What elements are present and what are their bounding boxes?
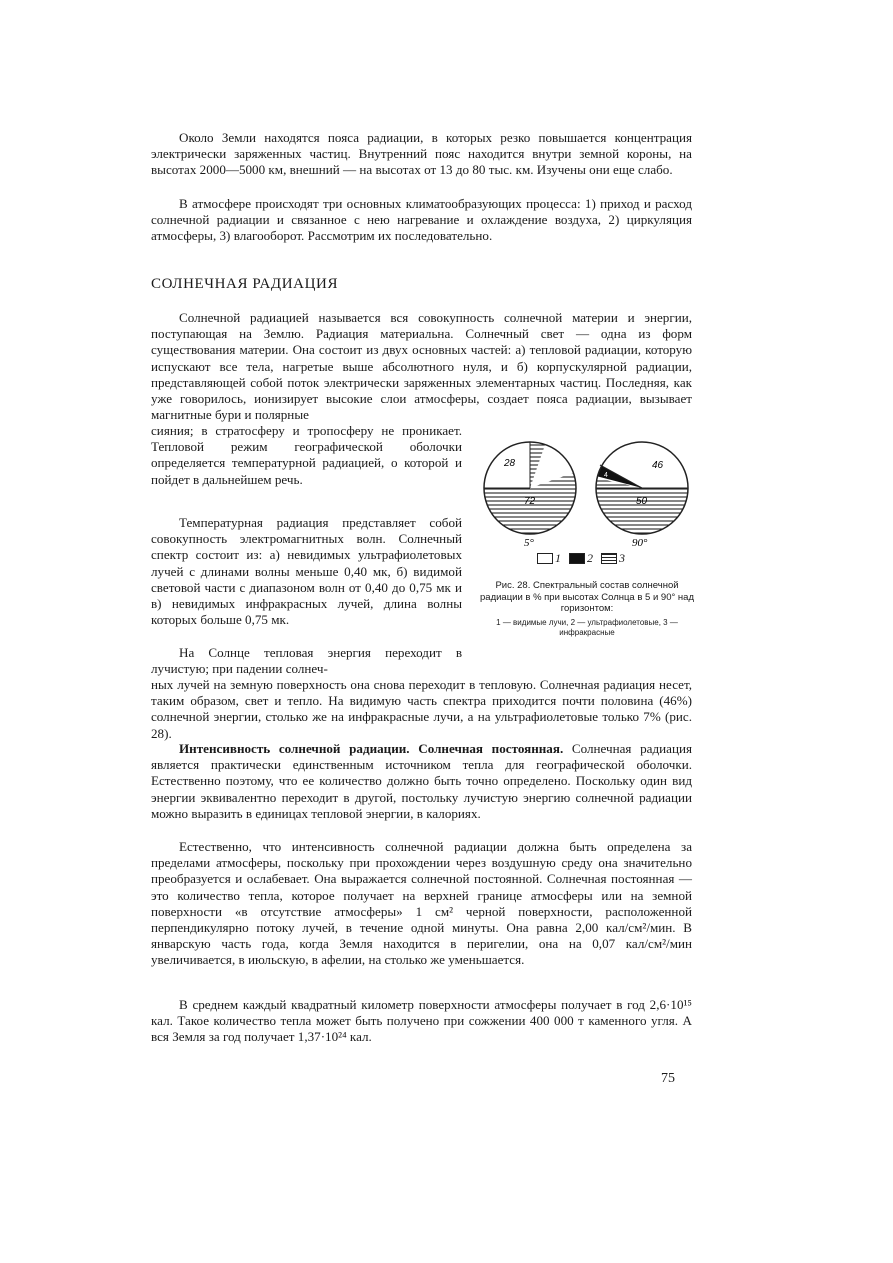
paragraph-energy-transfer-start (151, 645, 462, 677)
paragraph-text: В среднем каждый квадратный километр поверхности атмосферы получает в год 2,6·10¹⁵ кал. Такое количество тепла может быть получено при сожжении 400 000 т каменного угля. А вся Земля за год получает 1,37·10²⁴ кал. (151, 997, 692, 1045)
paragraph-thermal-regime (151, 423, 462, 488)
page-number: 75 (661, 1071, 675, 1086)
figure-caption (478, 580, 696, 638)
paragraph-solar-constant (151, 839, 692, 969)
legend-swatch-infrared (601, 553, 617, 564)
paragraph-climate-processes (151, 196, 692, 245)
paragraph-temperature-radiation (151, 515, 462, 628)
paragraph-solar-radiation-def (151, 310, 692, 423)
figure-legend (537, 551, 625, 566)
paragraph-text: В атмосфере происходят три основных климатообразующих процесса: 1) приход и расход солнечной радиации и связанное с нею нагревание и охлаждение воздуха, 2) циркуляция атмосферы, 3) влагооборот. Рассмотрим их последовательно. (151, 196, 692, 244)
paragraph-radiation-belts (151, 130, 692, 179)
subheading-intensity: Интенсивность солнечной радиации. Солнечная постоянная. (179, 741, 564, 756)
paragraph-text: ных лучей на земную поверхность она снова переходит в тепловую. Солнечная радиация несет, таким образом, свет и тепло. На видимую часть спектра приходится почти половина (46%) солнечной энергии, столько же на инфракрасные лучи, а на ультрафиолетовые только 7% (рис. 28). (151, 677, 692, 741)
pie-chart-5deg (484, 442, 576, 534)
pie-chart-90deg (596, 442, 688, 534)
caption-legend-text: 1 — видимые лучи, 2 — ультрафиолетовые, 3 — инфракрасные (496, 617, 678, 637)
paragraph-text: Солнечной радиацией называется вся совокупность солнечной материи и энергии, поступающая на Землю. Радиация материальна. Солнечный свет — одна из форм существования материи. Она состоит из двух основных частей: а) тепловой радиации, которую испускают все тела, нагретые выше абсолютного нуля, и б) корпускулярной радиации, представляющей собой поток электрически заряженных элементарных частиц. Последняя, как уже говорилось, ионизирует высокие слои атмосферы, создает пояса радиации, вызывает магнитные бури и полярные (151, 310, 692, 423)
pie-label-visible-5deg: 28 (504, 458, 516, 469)
paragraph-text: Около Земли находятся пояса радиации, в которых резко повышается концентрация электрически заряженных частиц. Внутренний пояс находится внутри земной короны, на высотах 2000—5000 км, внешний — на высотах от 13 до 80 тыс. км. Изучены они еще слабо. (151, 130, 692, 178)
legend-swatch-visible (537, 553, 553, 564)
pie-label-uv-90deg: 4 (604, 472, 608, 479)
paragraph-text: На Солнце тепловая энергия переходит в лучистую; при падении солнеч- (151, 645, 462, 677)
paragraph-text: сияния; в стратосферу и тропосферу не проникает. Тепловой режим географической оболочки определяется температурной радиацией, о которой и пойдет в дальнейшем речь. (151, 423, 462, 487)
legend-swatch-uv (569, 553, 585, 564)
figure-circles (476, 420, 698, 550)
legend-label-1: 1 (555, 551, 561, 565)
paragraph-energy-transfer (151, 677, 692, 742)
paragraph-body: Солнечная радиация является практически единственным источником тепла для географической оболочки. Естественно поэтому, что ее количество должно быть точно определено. Поскольку один вид энергии эквивалентно переходит в другой, постольку лучистую энергию солнечной радиации можно выразить в единицах тепловой энергии, в калориях. (151, 741, 692, 821)
pie-label-infrared-90deg: 50 (636, 496, 648, 507)
pie-label-infrared-5deg: 72 (524, 496, 536, 507)
paragraph-text: Естественно, что интенсивность солнечной радиации должна быть определена за пределами атмосферы, поскольку при прохождении через воздушную среду она значительно преобразуется и ослабевает. Она выражается солнечной постоянной. Солнечная постоянная — это количество тепла, которое получает на верхней границе атмосферы или на земной поверхности «в отсутствие атмосферы» 1 см² черной поверхности, расположенной перпендикулярно потоку лучей, в течение одной минуты. Она равна 2,00 кал/см²/мин. В январскую часть года, когда Земля находится в перигелии, она на 0,07 кал/см²/мин увеличивается, в июльскую, в афелии, на столько же уменьшается. (151, 839, 692, 968)
pie-label-visible-90deg: 46 (652, 460, 664, 471)
caption-text: Рис. 28. Спектральный состав солнечной радиации в % при высотах Солнца в 5 и 90° над горизонтом: (480, 580, 694, 614)
legend-label-2: 2 (587, 551, 593, 565)
paragraph-annual-heat (151, 997, 692, 1046)
angle-label-90deg: 90° (632, 537, 648, 549)
paragraph-text (151, 741, 692, 822)
angle-label-5deg: 5° (524, 537, 534, 549)
legend-label-3: 3 (619, 551, 625, 565)
paragraph-text: Температурная радиация представляет собой совокупность электромагнитных волн. Солнечный спектр состоит из: а) невидимых ультрафиолетовых лучей с длинами волны меньше 0,40 мк, б) видимой световой части с диапазоном волн от 0,40 до 0,75 мк и в) невидимых инфракрасных лучей, длина волны которых больше 0,75 мк. (151, 515, 462, 628)
section-heading: СОЛНЕЧНАЯ РАДИАЦИЯ (151, 276, 339, 292)
paragraph-intensity (151, 741, 692, 822)
